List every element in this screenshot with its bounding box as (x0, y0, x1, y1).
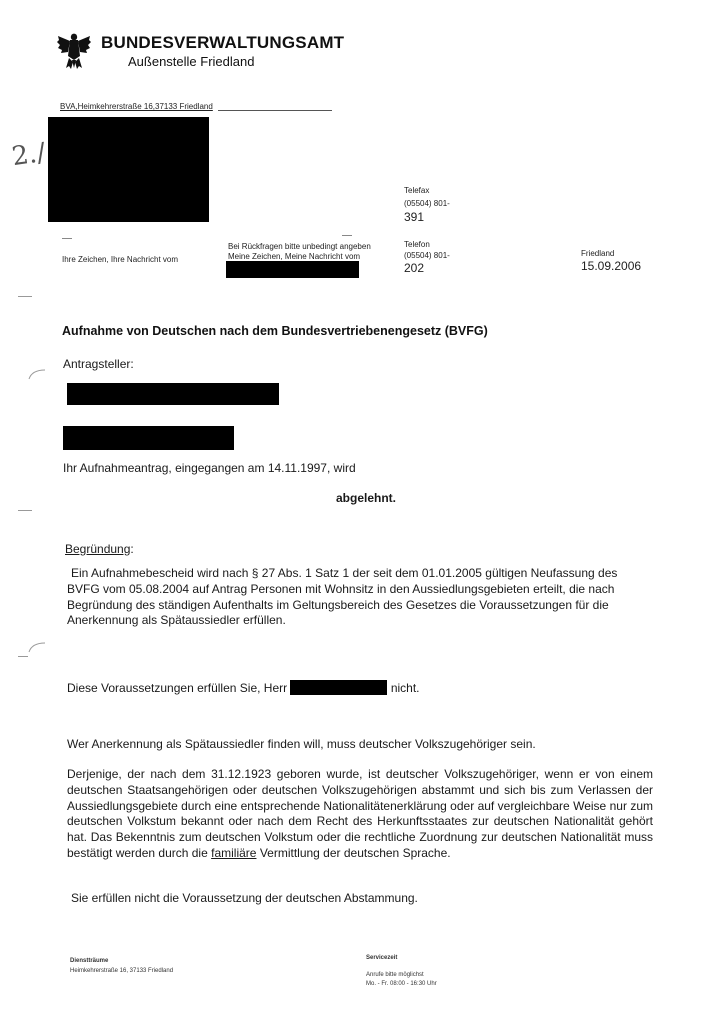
paragraph-conclusion: Sie erfüllen nicht die Voraussetzung der deutschen Abstammung. (71, 891, 418, 905)
margin-fold-mark (18, 510, 32, 511)
footer-service-note: Anrufe bitte möglichst (366, 972, 424, 978)
telefon-prefix: (05504) 801- (404, 251, 450, 260)
telefax-prefix: (05504) 801- (404, 199, 450, 208)
footer-offices-address: Heimkehrerstraße 16, 37133 Friedland (70, 968, 174, 974)
paragraph-requirement-not-met (67, 680, 420, 697)
reason-heading-colon: : (130, 542, 134, 556)
our-reference-label: Meine Zeichen, Meine Nachricht vom (228, 252, 361, 261)
requirement-text-after: nicht. (390, 681, 420, 695)
redacted-reference (226, 261, 359, 278)
margin-hole-mark (28, 641, 46, 653)
footer-service-label: Servicezeit (366, 955, 398, 961)
redacted-applicant-birthdate (63, 426, 234, 450)
your-reference-label: Ihre Zeichen, Ihre Nachricht vom (62, 255, 179, 264)
reason-heading-text: Begründung (65, 542, 131, 556)
definition-text: Derjenige, der nach dem 31.12.1923 geboren wurde, ist deutscher Volkszugehöriger, wenn er von einem deutschen Staatsangehörigen oder deutschen Volkszugehörigen abstammt und sich bis zum Verlassen der Aussiedlungsgebiete durch eine entsprechende Nationalitätenerklärung oder auf vergleichbare Weise nur zum deutschen Volkstum bekannt oder nach dem Recht des Herkunftsstaates zur deutschen Nationalität gehört hat. Das Bekenntnis zum deutschen Volkstum oder die rechtliche Zuordnung zur deutschen Nationalität muss bestätigt werden durch die (67, 767, 653, 861)
redacted-applicant-name (67, 383, 279, 405)
telefon-label: Telefon (404, 240, 430, 249)
federal-eagle-logo (56, 30, 92, 70)
decision: abgelehnt. (336, 491, 397, 505)
organization-name: BUNDESVERWALTUNGSAMT (101, 33, 345, 52)
paragraph-recognition: Wer Anerkennung als Spätaussiedler finden will, muss deutscher Volkszugehöriger sein. (67, 737, 536, 751)
applicant-label: Antragsteller: (63, 357, 134, 371)
letter-date: 15.09.2006 (581, 259, 642, 273)
application-line: Ihr Aufnahmeantrag, eingegangen am 14.11.1997, wird (63, 461, 356, 475)
inquiry-note: Bei Rückfragen bitte unbedingt angeben (228, 242, 371, 251)
margin-fold-mark (18, 296, 32, 297)
handwritten-mark: 2./ (10, 137, 48, 173)
paragraph-legal-basis: Ein Aufnahmebescheid wird nach § 27 Abs. 1 Satz 1 der seit dem 01.01.2005 gültigen Neufassung des BVFG vom 05.08.2004 auf Antrag Personen mit Wohnsitz in den Aussiedlungsgebieten erteilt, die nach Begründung des ständigen Aufenthalts im Geltungsbereich des Gesetzes die Voraussetzungen für die Anerkennung als Spätaussiedler erfüllen. (67, 566, 618, 628)
definition-text-end: Vermittlung der deutschen Sprache. (259, 846, 451, 861)
sender-address-line: BVA,Heimkehrerstraße 16,37133 Friedland (60, 102, 213, 111)
paragraph-ethnic-german-definition (67, 767, 653, 862)
fold-dash (62, 238, 72, 239)
place-label: Friedland (581, 249, 615, 258)
letter-subject: Aufnahme von Deutschen nach dem Bundesvertriebenengesetz (BVFG) (62, 324, 488, 338)
underlined-word-familiare: familiäre (211, 846, 257, 861)
footer-offices-label: Dienstträume (70, 958, 109, 964)
telefax-extension: 391 (404, 210, 425, 224)
sender-underline (218, 110, 332, 111)
margin-hole-mark (28, 368, 46, 380)
footer-service-hours: Mo. - Fr. 08:00 - 16:30 Uhr (366, 981, 437, 987)
redacted-applicant-surname (290, 680, 387, 695)
redacted-recipient-address (48, 117, 209, 222)
telefax-label: Telefax (404, 186, 430, 195)
margin-fold-mark (18, 656, 28, 657)
reason-heading (65, 542, 134, 558)
fold-dash (342, 235, 352, 236)
telefon-extension: 202 (404, 261, 425, 275)
branch-office: Außenstelle Friedland (128, 54, 255, 69)
requirement-text-before: Diese Voraussetzungen erfüllen Sie, Herr (67, 681, 288, 695)
